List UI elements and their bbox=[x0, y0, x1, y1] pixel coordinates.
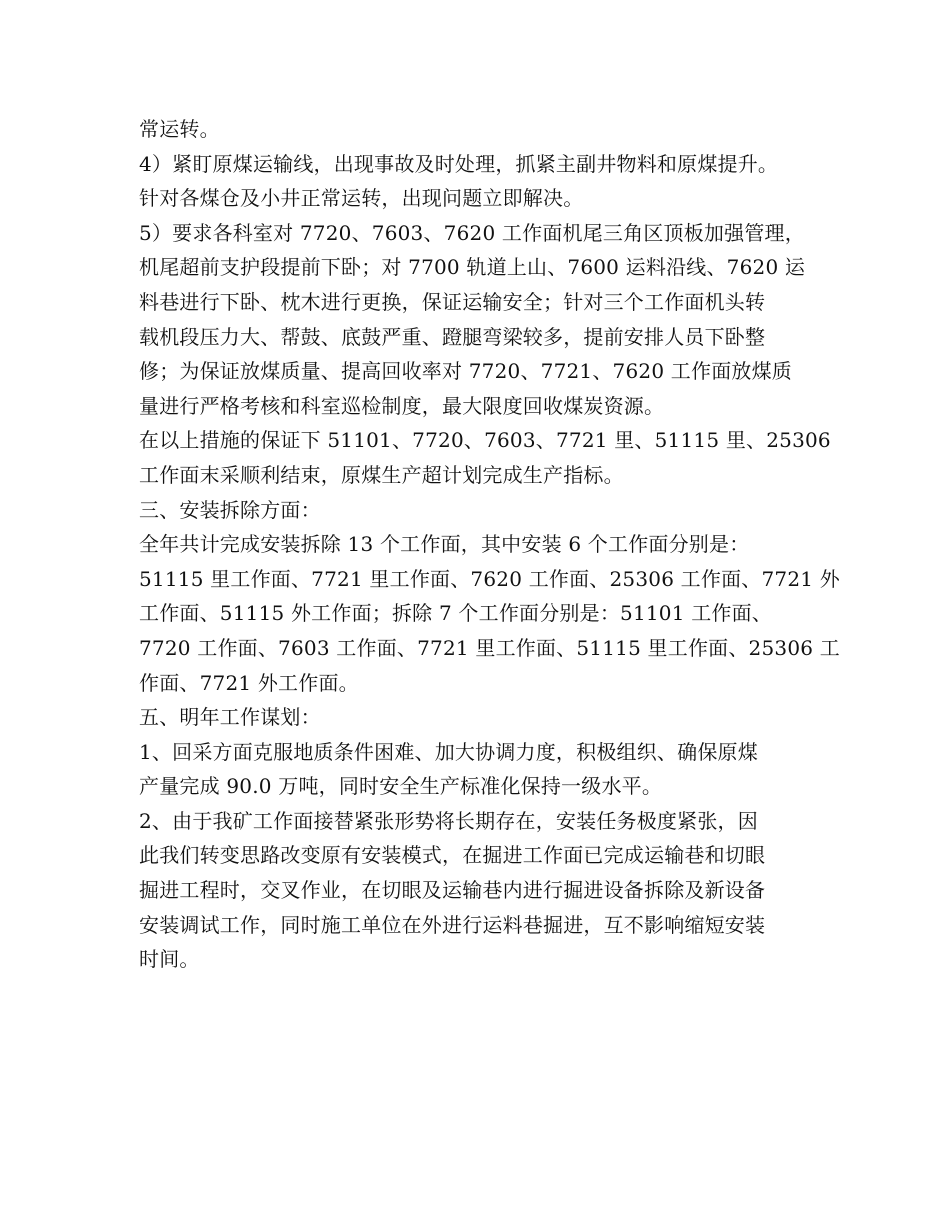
text-line: 此我们转变思路改变原有安装模式，在掘进工作面已完成运输巷和切眼 bbox=[139, 843, 766, 868]
text-line: 载机段压力大、帮鼓、底鼓严重、蹬腿弯梁较多，提前安排人员下卧整 bbox=[139, 324, 766, 349]
text-line: 2、由于我矿工作面接替紧张形势将长期存在，安装任务极度紧张，因 bbox=[139, 808, 758, 833]
text-line: 作面、7721 外工作面。 bbox=[139, 670, 359, 695]
text-line: 4）紧盯原煤运输线，出现事故及时处理，抓紧主副井物料和原煤提升。 bbox=[139, 151, 779, 176]
text-line: 时间。 bbox=[139, 947, 200, 972]
text-line: 修；为保证放煤质量、提高回收率对 7720、7721、7620 工作面放煤质 bbox=[139, 359, 793, 384]
text-line: 机尾超前支护段提前下卧；对 7700 轨道上山、7600 运料沿线、7620 运 bbox=[139, 255, 806, 280]
text-line: 7720 工作面、7603 工作面、7721 里工作面、51115 里工作面、25306 工 bbox=[139, 635, 840, 660]
document-body bbox=[139, 112, 840, 977]
text-line: 5）要求各科室对 7720、7603、7620 工作面机尾三角区顶板加强管理， bbox=[139, 220, 805, 245]
text-line: 51115 里工作面、7721 里工作面、7620 工作面、25306 工作面、7721 外 bbox=[139, 566, 840, 591]
text-line: 常运转。 bbox=[139, 117, 220, 141]
text-line: 料巷进行下卧、枕木进行更换，保证运输安全；针对三个工作面机头转 bbox=[139, 289, 766, 314]
text-line: 掘进工程时，交叉作业，在切眼及运输巷内进行掘进设备拆除及新设备 bbox=[139, 878, 766, 903]
text-line: 工作面、51115 外工作面；拆除 7 个工作面分别是：51101 工作面、 bbox=[139, 601, 772, 626]
text-line: 安装调试工作，同时施工单位在外进行运料巷掘进，互不影响缩短安装 bbox=[139, 912, 766, 937]
text-line: 在以上措施的保证下 51101、7720、7603、7721 里、51115 里、25306 bbox=[139, 428, 831, 453]
text-line: 全年共计完成安装拆除 13 个工作面，其中安装 6 个工作面分别是： bbox=[139, 532, 750, 557]
section-heading: 三、安装拆除方面： bbox=[139, 497, 321, 522]
text-line: 工作面末采顺利结束，原煤生产超计划完成生产指标。 bbox=[139, 462, 624, 487]
text-line: 1、回采方面克服地质条件困难、加大协调力度，积极组织、确保原煤 bbox=[139, 739, 758, 764]
text-line: 量进行严格考核和科室巡检制度，最大限度回收煤炭资源。 bbox=[139, 393, 665, 418]
text-line: 针对各煤仓及小井正常运转，出现问题立即解决。 bbox=[139, 186, 584, 211]
text-line: 产量完成 90.0 万吨，同时安全生产标准化保持一级水平。 bbox=[139, 774, 663, 799]
section-heading: 五、明年工作谋划： bbox=[139, 705, 321, 730]
